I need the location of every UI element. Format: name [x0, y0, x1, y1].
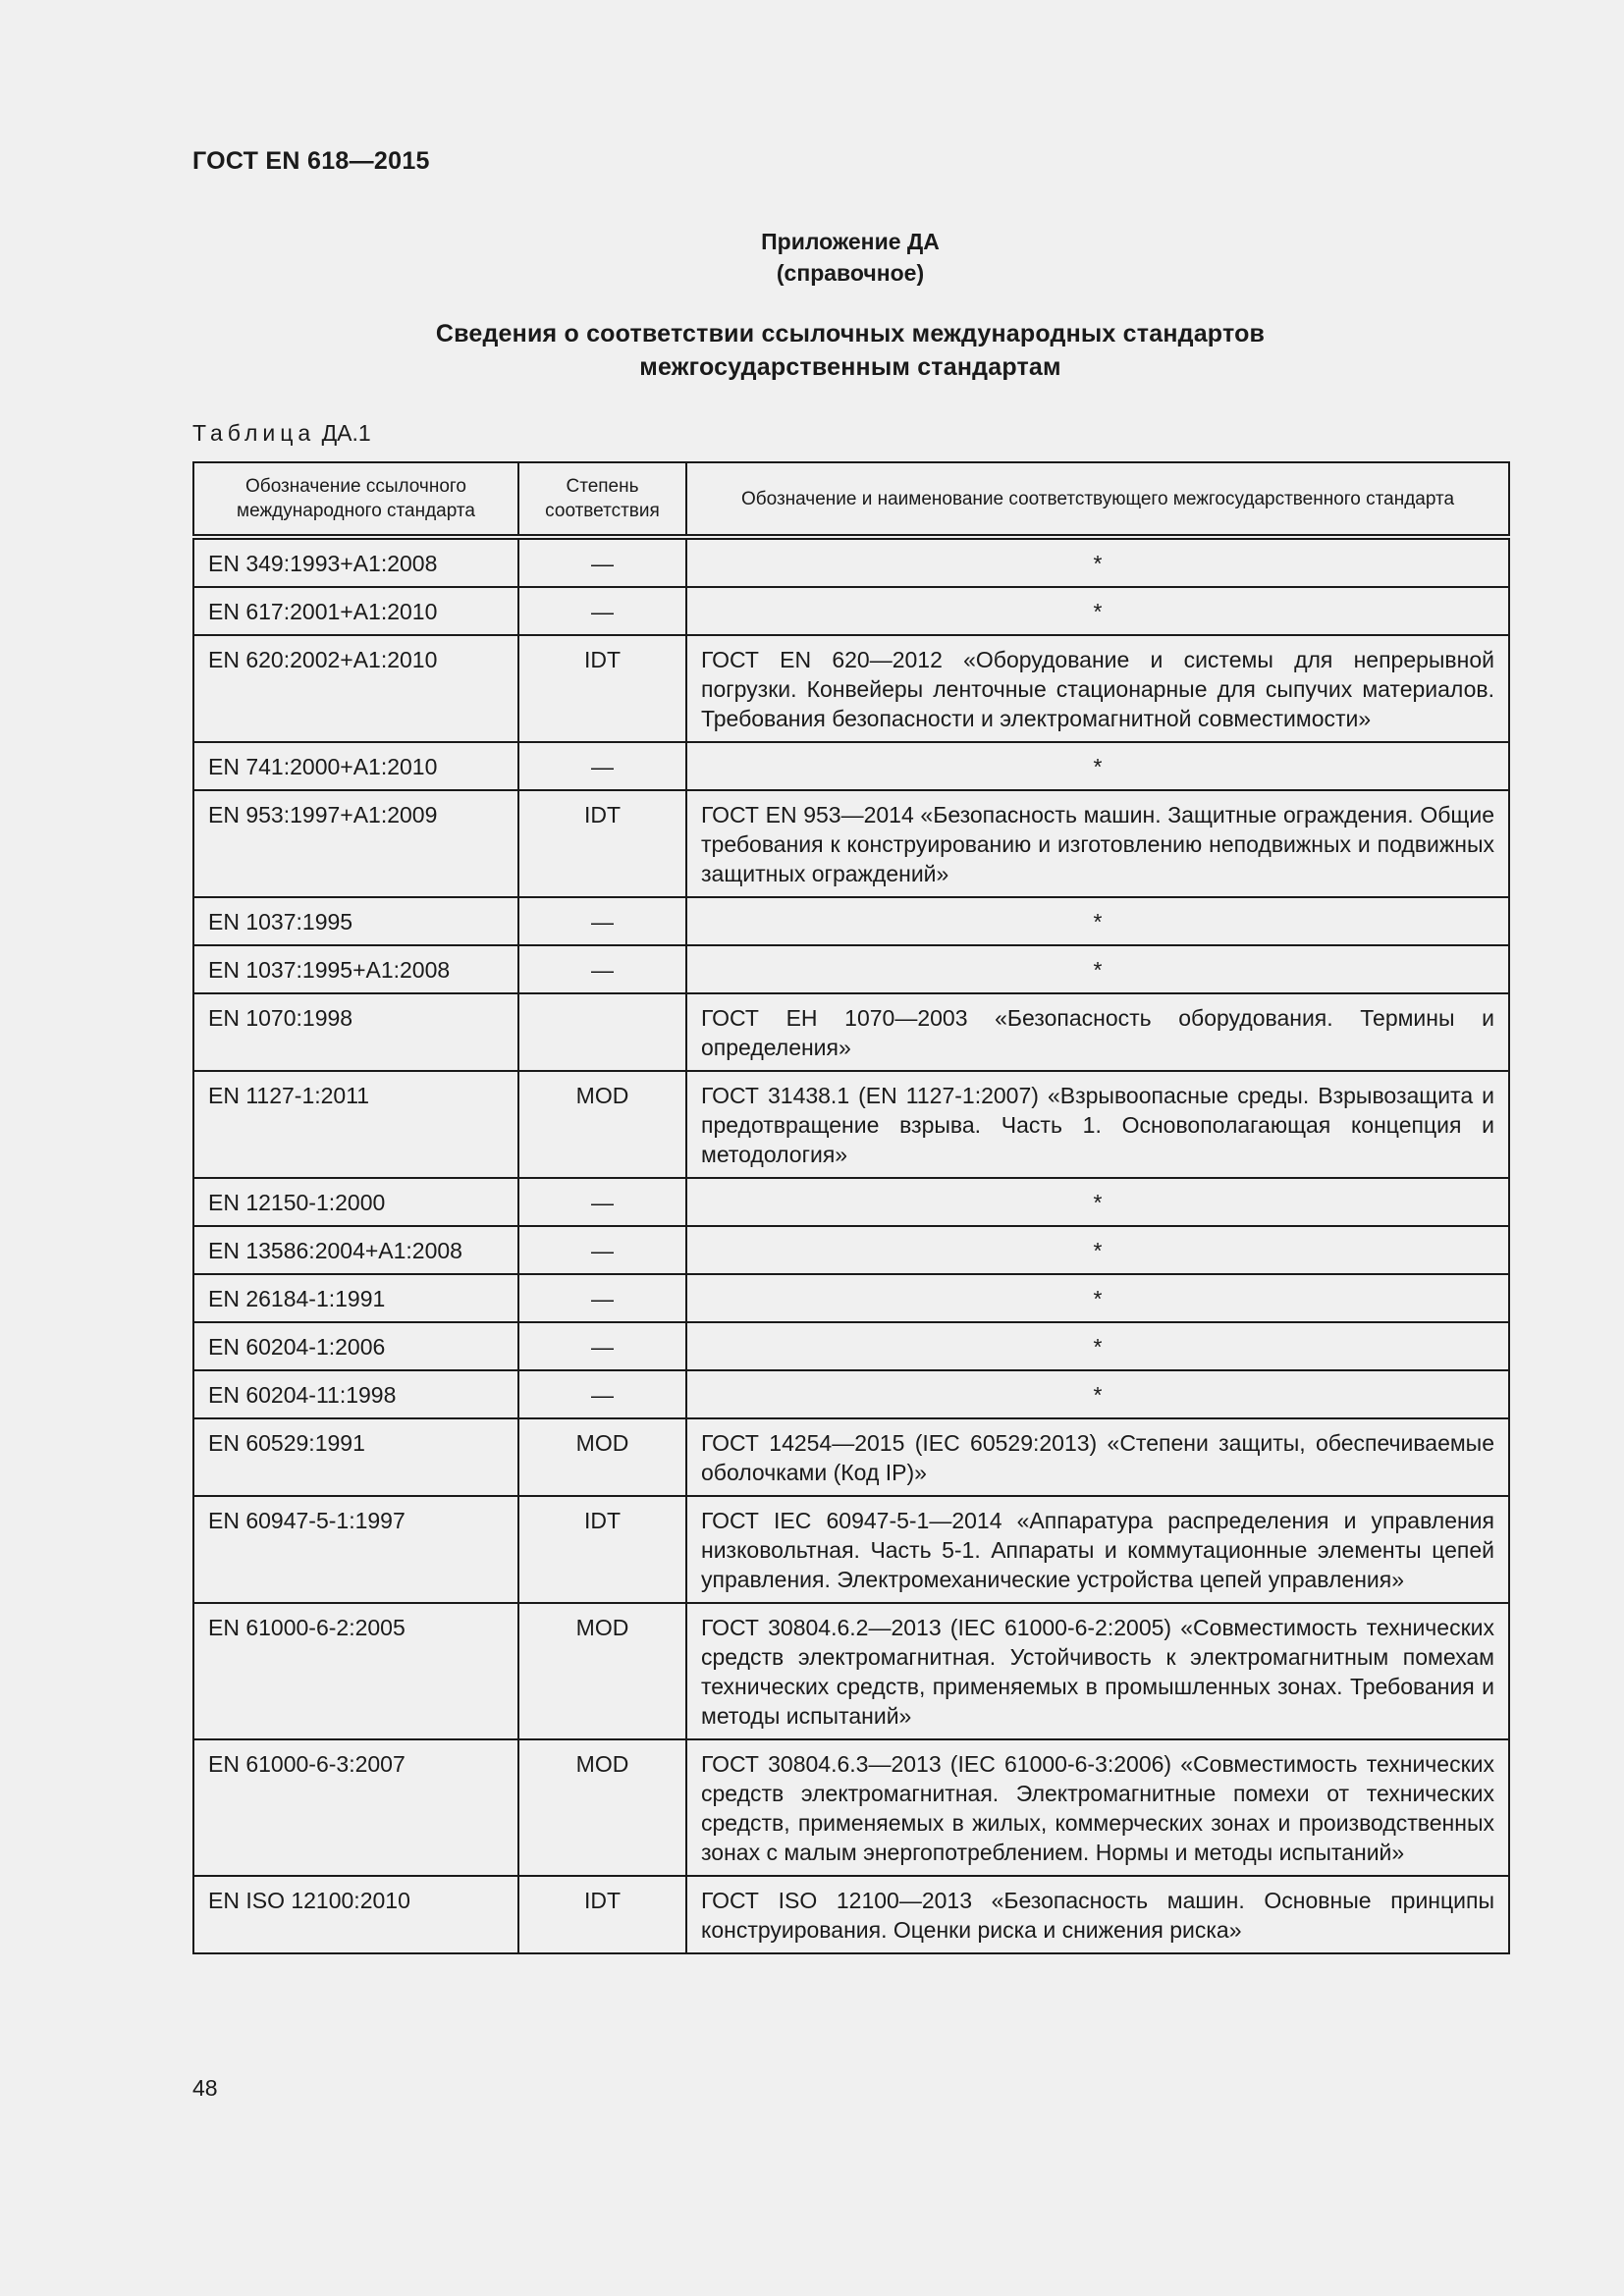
table-row: [193, 1603, 1509, 1739]
table-row: [193, 993, 1509, 1071]
cell-standard: EN 13586:2004+A1:2008: [193, 1226, 518, 1274]
cell-degree: —: [518, 1370, 686, 1418]
cell-degree: MOD: [518, 1418, 686, 1496]
cell-degree: —: [518, 1178, 686, 1226]
cell-standard: EN 60204-1:2006: [193, 1322, 518, 1370]
cell-degree: MOD: [518, 1603, 686, 1739]
section-title-line-1: Сведения о соответствии ссылочных международных стандартов: [435, 320, 1266, 347]
table-row: [193, 537, 1509, 587]
table-row: [193, 742, 1509, 790]
cell-degree: —: [518, 587, 686, 635]
cell-gost: ГОСТ 14254—2015 (IEC 60529:2013) «Степени защиты, обеспечиваемые оболочками (Код IP)»: [686, 1418, 1509, 1496]
cell-degree: —: [518, 742, 686, 790]
cell-gost: *: [686, 1274, 1509, 1322]
cell-degree: IDT: [518, 790, 686, 897]
cell-standard: EN ISO 12100:2010: [193, 1876, 518, 1953]
annex-title: Приложение ДА: [761, 229, 940, 254]
cell-gost: *: [686, 1322, 1509, 1370]
column-header-degree: Степень соответствия: [518, 462, 686, 537]
column-header-gost: Обозначение и наименование соответствующего межгосударственного стандарта: [686, 462, 1509, 537]
cell-degree: —: [518, 1274, 686, 1322]
cell-gost: *: [686, 1226, 1509, 1274]
table-row: [193, 1739, 1509, 1876]
cell-standard: EN 60947-5-1:1997: [193, 1496, 518, 1603]
document-code-header: ГОСТ EN 618—2015: [192, 147, 430, 175]
cell-standard: EN 12150-1:2000: [193, 1178, 518, 1226]
table-row: [193, 587, 1509, 635]
cell-gost: *: [686, 587, 1509, 635]
cell-standard: EN 60529:1991: [193, 1418, 518, 1496]
cell-gost: ГОСТ ISO 12100—2013 «Безопасность машин. Основные принципы конструирования. Оценки риска и снижения риска»: [686, 1876, 1509, 1953]
cell-standard: EN 61000-6-2:2005: [193, 1603, 518, 1739]
table-row: [193, 635, 1509, 742]
table-row: [193, 1274, 1509, 1322]
table-row: [193, 790, 1509, 897]
cell-standard: EN 26184-1:1991: [193, 1274, 518, 1322]
cell-gost: *: [686, 945, 1509, 993]
table-row: [193, 1178, 1509, 1226]
cell-standard: EN 349:1993+A1:2008: [193, 537, 518, 587]
table-row: [193, 945, 1509, 993]
cell-gost: ГОСТ 30804.6.2—2013 (IEC 61000-6-2:2005) «Совместимость технических средств электромагнитная. Устойчивость к электромагнитным помехам технических средств, применяемых в промышленных зонах. Требования и методы испытаний»: [686, 1603, 1509, 1739]
cell-gost: ГОСТ IEC 60947-5-1—2014 «Аппаратура распределения и управления низковольтная. Часть 5-1. Аппараты и коммутационные элементы цепей управления. Электромеханические устройства цепей управления»: [686, 1496, 1509, 1603]
page-number: 48: [192, 2075, 218, 2101]
cell-gost: *: [686, 1370, 1509, 1418]
cell-degree: —: [518, 537, 686, 587]
table-row: [193, 897, 1509, 945]
cell-standard: EN 620:2002+A1:2010: [193, 635, 518, 742]
cell-standard: EN 1070:1998: [193, 993, 518, 1071]
table-row: [193, 1496, 1509, 1603]
standards-correspondence-table: [192, 461, 1510, 1954]
table-header-row: [193, 462, 1509, 537]
annex-status: (справочное): [776, 260, 925, 286]
cell-standard: EN 1037:1995+A1:2008: [193, 945, 518, 993]
cell-gost: ГОСТ EN 953—2014 «Безопасность машин. Защитные ограждения. Общие требования к конструированию и изготовлению неподвижных и подвижных защитных ограждений»: [686, 790, 1509, 897]
cell-degree: IDT: [518, 1876, 686, 1953]
cell-standard: EN 1037:1995: [193, 897, 518, 945]
cell-standard: EN 617:2001+A1:2010: [193, 587, 518, 635]
cell-gost: ГОСТ ЕН 1070—2003 «Безопасность оборудования. Термины и определения»: [686, 993, 1509, 1071]
annex-heading: [192, 226, 1508, 289]
table-caption-number: ДА.1: [321, 420, 371, 446]
table-row: [193, 1418, 1509, 1496]
cell-degree: MOD: [518, 1739, 686, 1876]
cell-degree: —: [518, 1226, 686, 1274]
cell-degree: IDT: [518, 635, 686, 742]
cell-degree: MOD: [518, 1071, 686, 1178]
cell-gost: ГОСТ EN 620—2012 «Оборудование и системы для непрерывной погрузки. Конвейеры ленточные стационарные для сыпучих материалов. Требования безопасности и электромагнитной совместимости»: [686, 635, 1509, 742]
table-body: [193, 537, 1509, 1953]
cell-degree: —: [518, 945, 686, 993]
cell-degree: —: [518, 897, 686, 945]
column-header-standard: Обозначение ссылочного международного стандарта: [193, 462, 518, 537]
section-title: [192, 317, 1508, 384]
cell-gost: ГОСТ 30804.6.3—2013 (IEC 61000-6-3:2006) «Совместимость технических средств электромагнитная. Электромагнитные помехи от технических средств, применяемых в жилых, коммерческих зонах и производственных зонах с малым энергопотреблением. Нормы и методы испытаний»: [686, 1739, 1509, 1876]
cell-degree: IDT: [518, 1496, 686, 1603]
table-caption: [192, 420, 371, 447]
cell-standard: EN 741:2000+A1:2010: [193, 742, 518, 790]
table-row: [193, 1226, 1509, 1274]
table-row: [193, 1322, 1509, 1370]
cell-gost: ГОСТ 31438.1 (EN 1127-1:2007) «Взрывоопасные среды. Взрывозащита и предотвращение взрыва. Часть 1. Основополагающая концепция и методология»: [686, 1071, 1509, 1178]
cell-gost: *: [686, 897, 1509, 945]
cell-standard: EN 60204-11:1998: [193, 1370, 518, 1418]
cell-gost: *: [686, 742, 1509, 790]
table-row: [193, 1370, 1509, 1418]
table-row: [193, 1876, 1509, 1953]
table-caption-word: Таблица: [192, 420, 316, 446]
cell-standard: EN 61000-6-3:2007: [193, 1739, 518, 1876]
cell-degree: —: [518, 1322, 686, 1370]
cell-standard: EN 953:1997+A1:2009: [193, 790, 518, 897]
section-title-line-2: межгосударственным стандартам: [639, 353, 1061, 381]
table-row: [193, 1071, 1509, 1178]
cell-gost: *: [686, 1178, 1509, 1226]
cell-gost: *: [686, 537, 1509, 587]
cell-degree: [518, 993, 686, 1071]
cell-standard: EN 1127-1:2011: [193, 1071, 518, 1178]
